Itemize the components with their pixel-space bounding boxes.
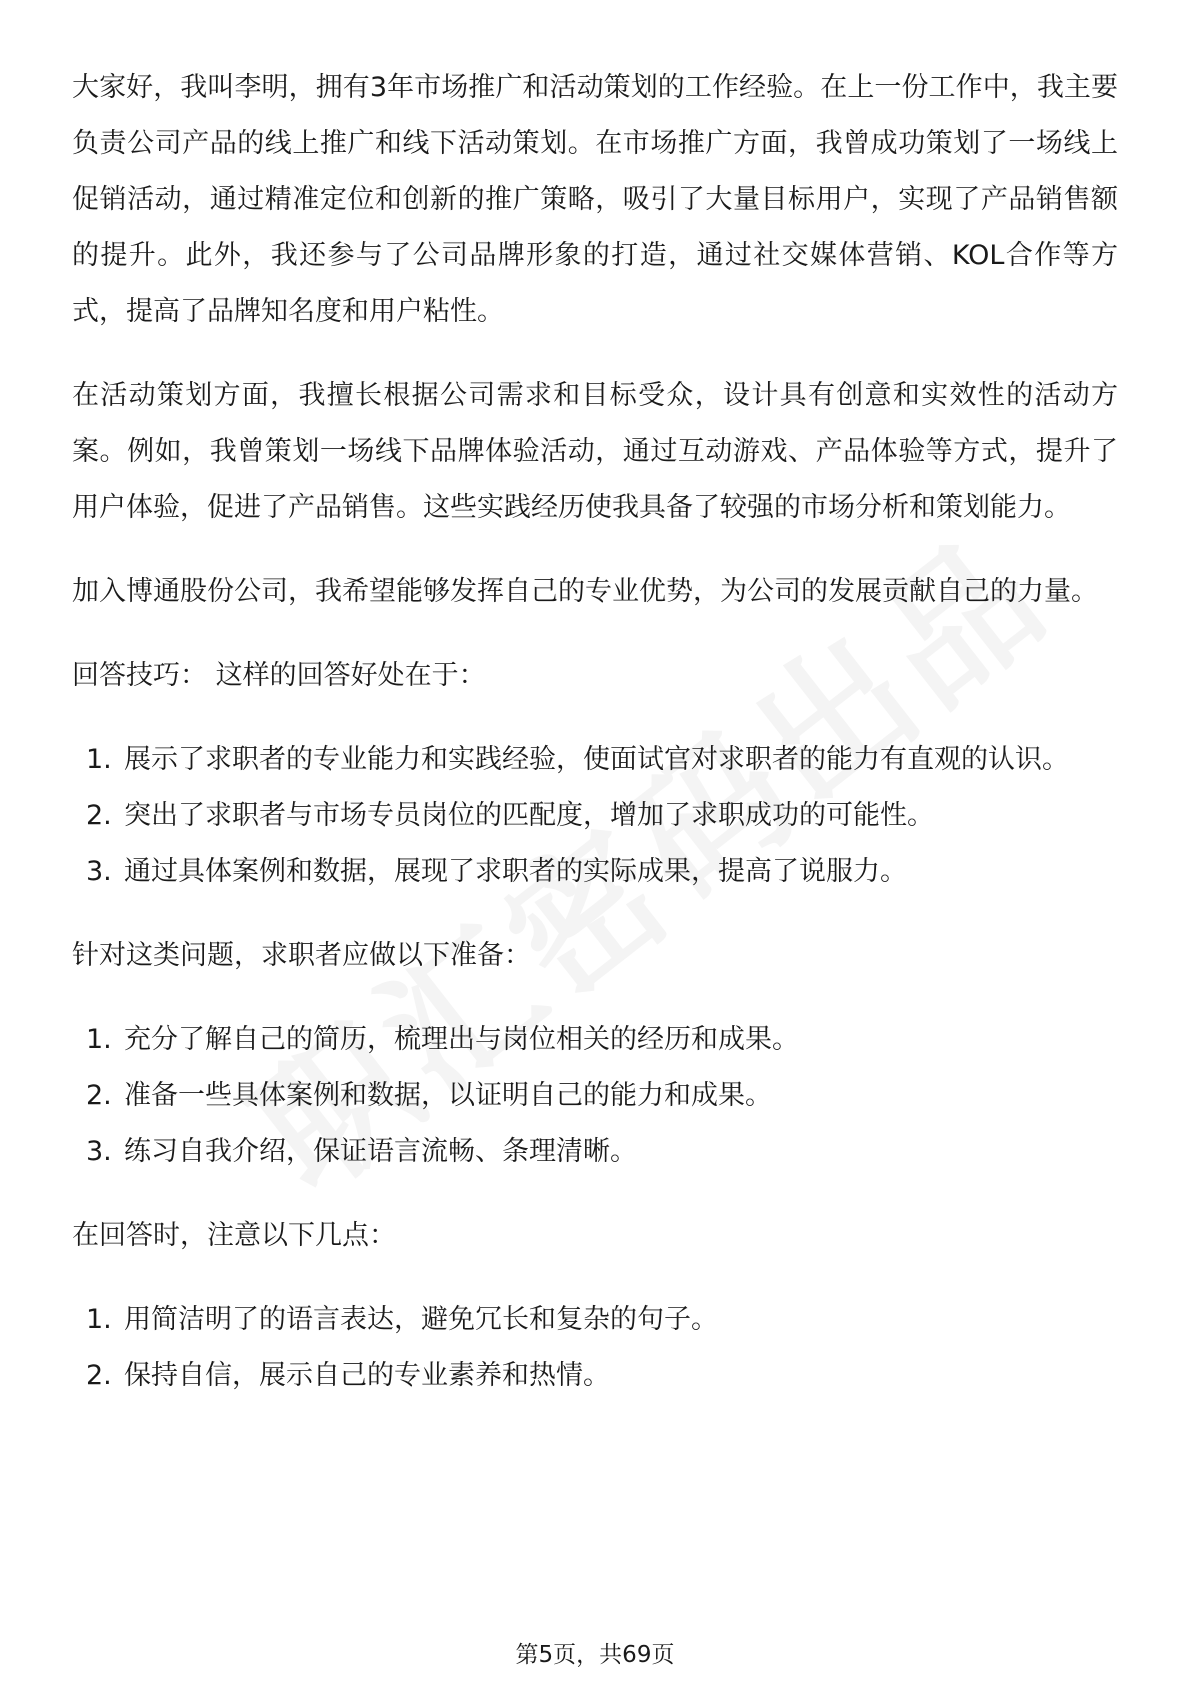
preparation-list: [72, 1012, 1118, 1180]
attention-list: [72, 1292, 1118, 1404]
document-body: [72, 60, 1118, 1432]
list-number: 3.: [86, 1136, 112, 1167]
page-number: 第5页，共69页: [515, 1642, 675, 1668]
benefits-list: [72, 732, 1118, 900]
list-item-text: 练习自我介绍，保证语言流畅、条理清晰。: [124, 1136, 637, 1167]
list-item: [72, 1292, 1118, 1348]
list-item-text: 用简洁明了的语言表达，避免冗长和复杂的句子。: [124, 1304, 718, 1335]
list-item: [72, 1068, 1118, 1124]
list-item: [72, 844, 1118, 900]
list-item-text: 保持自信，展示自己的专业素养和热情。: [124, 1360, 610, 1391]
list-number: 2.: [86, 1080, 112, 1111]
list-number: 2.: [86, 1360, 112, 1391]
list-item: [72, 732, 1118, 788]
list-item-text: 通过具体案例和数据，展现了求职者的实际成果，提高了说服力。: [124, 856, 907, 887]
list-item: [72, 1348, 1118, 1404]
attention-heading: 在回答时，注意以下几点：: [72, 1220, 396, 1251]
list-number: 3.: [86, 856, 112, 887]
company-goal-paragraph: 加入博通股份公司，我希望能够发挥自己的专业优势，为公司的发展贡献自己的力量。: [72, 576, 1098, 607]
list-number: 1.: [86, 1024, 112, 1055]
answer-tips-heading: 回答技巧： 这样的回答好处在于：: [72, 660, 486, 691]
list-item-text: 突出了求职者与市场专员岗位的匹配度，增加了求职成功的可能性。: [124, 800, 934, 831]
event-planning-paragraph: 在活动策划方面，我擅长根据公司需求和目标受众，设计具有创意和实效性的活动方案。例如，我曾策划一场线下品牌体验活动，通过互动游戏、产品体验等方式，提升了用户体验，促进了产品销售。这些实践经历使我具备了较强的市场分析和策划能力。: [72, 380, 1118, 523]
intro-paragraph: 大家好，我叫李明，拥有3年市场推广和活动策划的工作经验。在上一份工作中，我主要负责公司产品的线上推广和线下活动策划。在市场推广方面，我曾成功策划了一场线上促销活动，通过精准定位和创新的推广策略，吸引了大量目标用户，实现了产品销售额的提升。此外，我还参与了公司品牌形象的打造，通过社交媒体营销、KOL合作等方式，提高了品牌知名度和用户粘性。: [72, 72, 1118, 327]
list-item-text: 展示了求职者的专业能力和实践经验，使面试官对求职者的能力有直观的认识。: [124, 744, 1069, 775]
list-item: [72, 1124, 1118, 1180]
list-number: 1.: [86, 744, 112, 775]
preparation-heading: 针对这类问题，求职者应做以下准备：: [72, 940, 531, 971]
list-item-text: 准备一些具体案例和数据，以证明自己的能力和成果。: [124, 1080, 772, 1111]
list-number: 1.: [86, 1304, 112, 1335]
list-item: [72, 788, 1118, 844]
list-item-text: 充分了解自己的简历，梳理出与岗位相关的经历和成果。: [124, 1024, 799, 1055]
list-number: 2.: [86, 800, 112, 831]
list-item: [72, 1012, 1118, 1068]
